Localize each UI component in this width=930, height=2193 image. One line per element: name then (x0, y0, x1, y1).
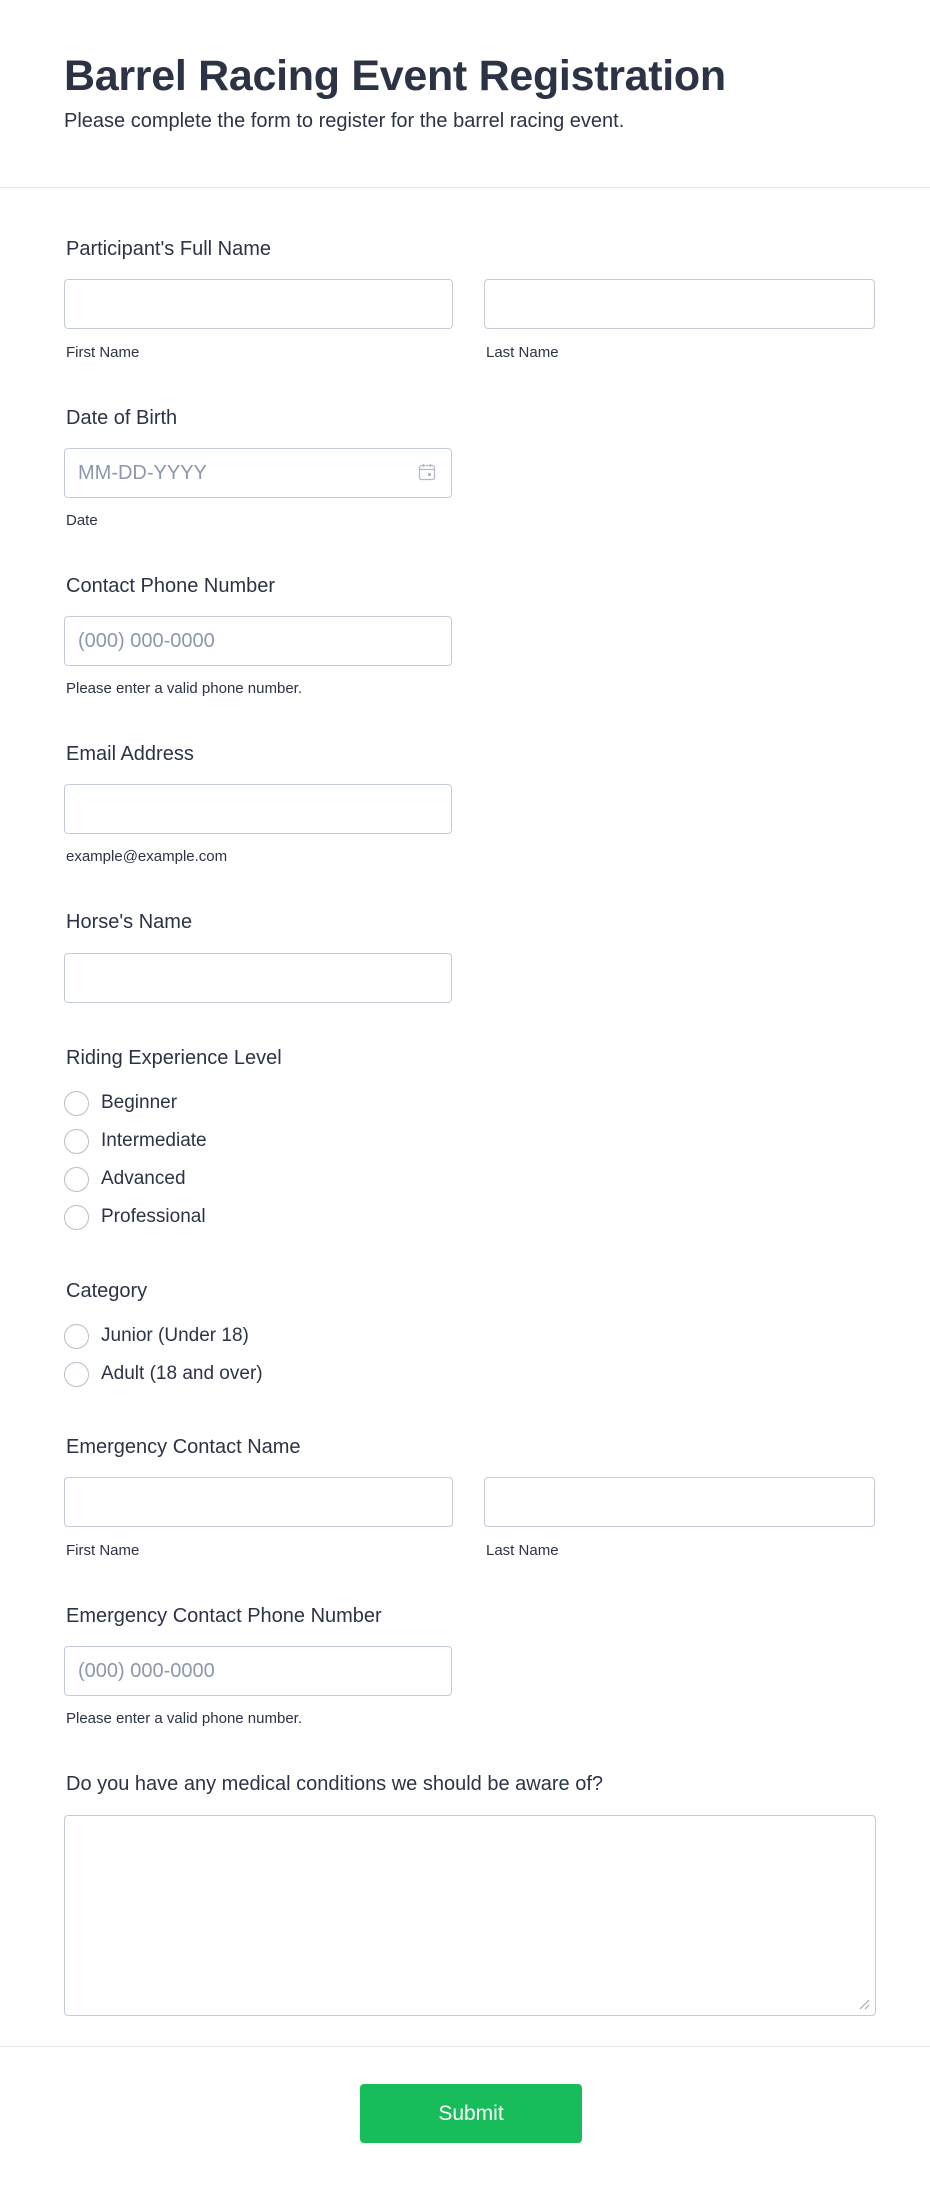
radio-label: Intermediate (101, 1130, 207, 1151)
resize-handle-icon[interactable] (858, 1998, 870, 2010)
emergency-name-label: Emergency Contact Name (66, 1436, 301, 1458)
form-title: Barrel Racing Event Registration (64, 52, 726, 100)
medical-label: Do you have any medical conditions we should be aware of? (66, 1773, 603, 1795)
full-name-label: Participant's Full Name (66, 238, 271, 260)
radio-label: Advanced (101, 1168, 186, 1189)
category-option-adult[interactable] (64, 1361, 263, 1387)
experience-option-professional[interactable] (64, 1204, 206, 1230)
radio-button[interactable] (64, 1205, 89, 1230)
category-label: Category (66, 1280, 148, 1302)
phone-sublabel: Please enter a valid phone number. (66, 680, 302, 697)
radio-label: Junior (Under 18) (101, 1325, 249, 1346)
experience-label: Riding Experience Level (66, 1047, 282, 1069)
emergency-first-name-input[interactable] (64, 1477, 453, 1527)
email-sublabel: example@example.com (66, 848, 228, 865)
emergency-last-name-input[interactable] (484, 1477, 875, 1527)
horse-name-input[interactable] (64, 953, 452, 1003)
radio-label: Beginner (101, 1092, 178, 1113)
horse-name-label: Horse's Name (66, 911, 193, 933)
first-name-sublabel: First Name (66, 344, 140, 361)
radio-label: Adult (18 and over) (101, 1363, 263, 1384)
phone-input[interactable] (64, 616, 452, 666)
experience-option-advanced[interactable] (64, 1166, 186, 1192)
radio-button[interactable] (64, 1362, 89, 1387)
dob-label: Date of Birth (66, 407, 178, 429)
form-subtitle: Please complete the form to register for the barrel racing event. (64, 110, 625, 132)
dob-sublabel: Date (66, 512, 98, 529)
phone-label: Contact Phone Number (66, 575, 276, 597)
radio-button[interactable] (64, 1167, 89, 1192)
medical-textarea[interactable] (64, 1815, 876, 2016)
radio-label: Professional (101, 1206, 206, 1227)
emergency-phone-sublabel: Please enter a valid phone number. (66, 1710, 302, 1727)
radio-button[interactable] (64, 1091, 89, 1116)
emergency-phone-label: Emergency Contact Phone Number (66, 1605, 382, 1627)
first-name-input[interactable] (64, 279, 453, 329)
calendar-icon[interactable] (418, 463, 436, 481)
emergency-phone-input[interactable] (64, 1646, 452, 1696)
experience-option-intermediate[interactable] (64, 1128, 207, 1154)
experience-option-beginner[interactable] (64, 1090, 177, 1116)
footer-divider (0, 2046, 930, 2047)
submit-button[interactable]: Submit (360, 2084, 582, 2143)
radio-button[interactable] (64, 1324, 89, 1349)
dob-input[interactable] (64, 448, 452, 498)
email-input[interactable] (64, 784, 452, 834)
email-label: Email Address (66, 743, 194, 765)
last-name-input[interactable] (484, 279, 875, 329)
radio-button[interactable] (64, 1129, 89, 1154)
emergency-first-name-sublabel: First Name (66, 1542, 140, 1559)
category-option-junior[interactable] (64, 1323, 249, 1349)
last-name-sublabel: Last Name (486, 344, 559, 361)
emergency-last-name-sublabel: Last Name (486, 1542, 559, 1559)
form-header (0, 0, 930, 188)
